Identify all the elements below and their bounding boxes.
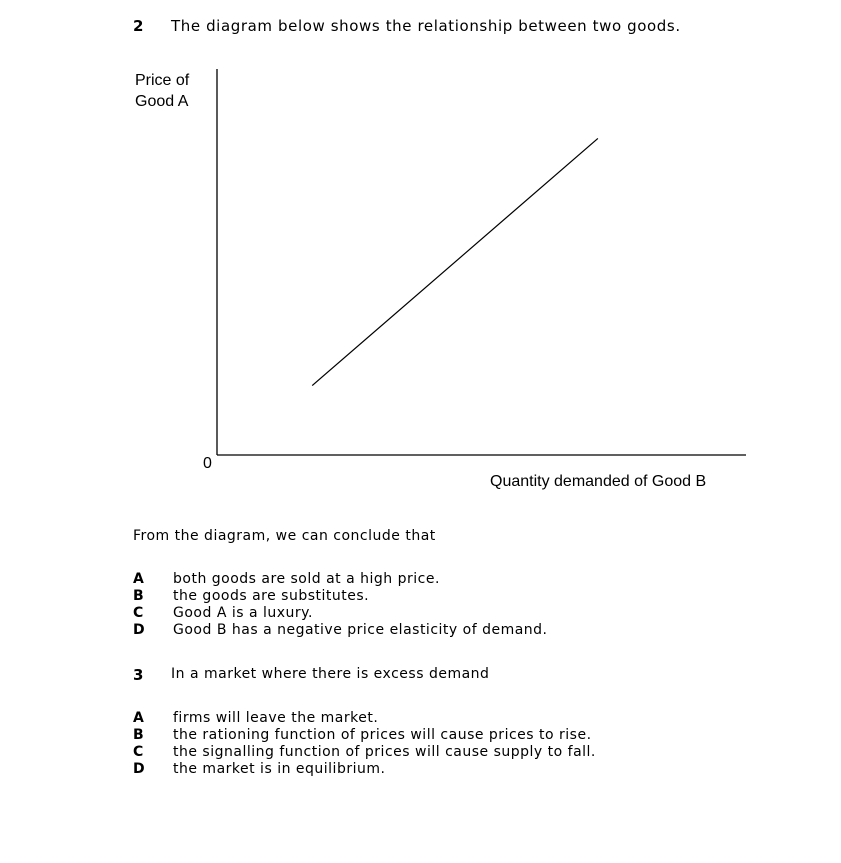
question-2-lead: From the diagram, we can conclude that <box>133 528 436 544</box>
q2-option-b-text: the goods are substitutes. <box>173 588 370 604</box>
q2-option-b-letter: B <box>133 588 144 604</box>
q3-option-d-letter: D <box>133 761 145 777</box>
q3-option-b-text: the rationing function of prices will cause prices to rise. <box>173 727 592 743</box>
q3-option-b-letter: B <box>133 727 144 743</box>
q2-option-d-text: Good B has a negative price elasticity of demand. <box>173 622 548 638</box>
series-line-relationship <box>312 138 598 385</box>
q2-option-d-letter: D <box>133 622 145 638</box>
origin-label: 0 <box>203 455 212 472</box>
y-axis-label-line1: Price of <box>135 72 190 89</box>
y-axis-label-line2: Good A <box>135 93 189 110</box>
question-3-text: In a market where there is excess demand <box>171 666 490 682</box>
q3-option-a-text: firms will leave the market. <box>173 710 379 726</box>
q2-option-a-letter: A <box>133 571 144 587</box>
question-2-number: 2 <box>133 17 144 35</box>
question-2-text: The diagram below shows the relationship between two goods. <box>171 17 681 35</box>
q3-option-c-text: the signalling function of prices will cause supply to fall. <box>173 744 596 760</box>
x-axis-label: Quantity demanded of Good B <box>490 473 707 490</box>
q2-option-c-text: Good A is a luxury. <box>173 605 313 621</box>
q3-option-c-letter: C <box>133 744 144 760</box>
q3-option-a-letter: A <box>133 710 144 726</box>
q2-option-a-text: both goods are sold at a high price. <box>173 571 440 587</box>
question-3-number: 3 <box>133 666 144 684</box>
q3-option-d-text: the market is in equilibrium. <box>173 761 386 777</box>
q2-option-c-letter: C <box>133 605 144 621</box>
